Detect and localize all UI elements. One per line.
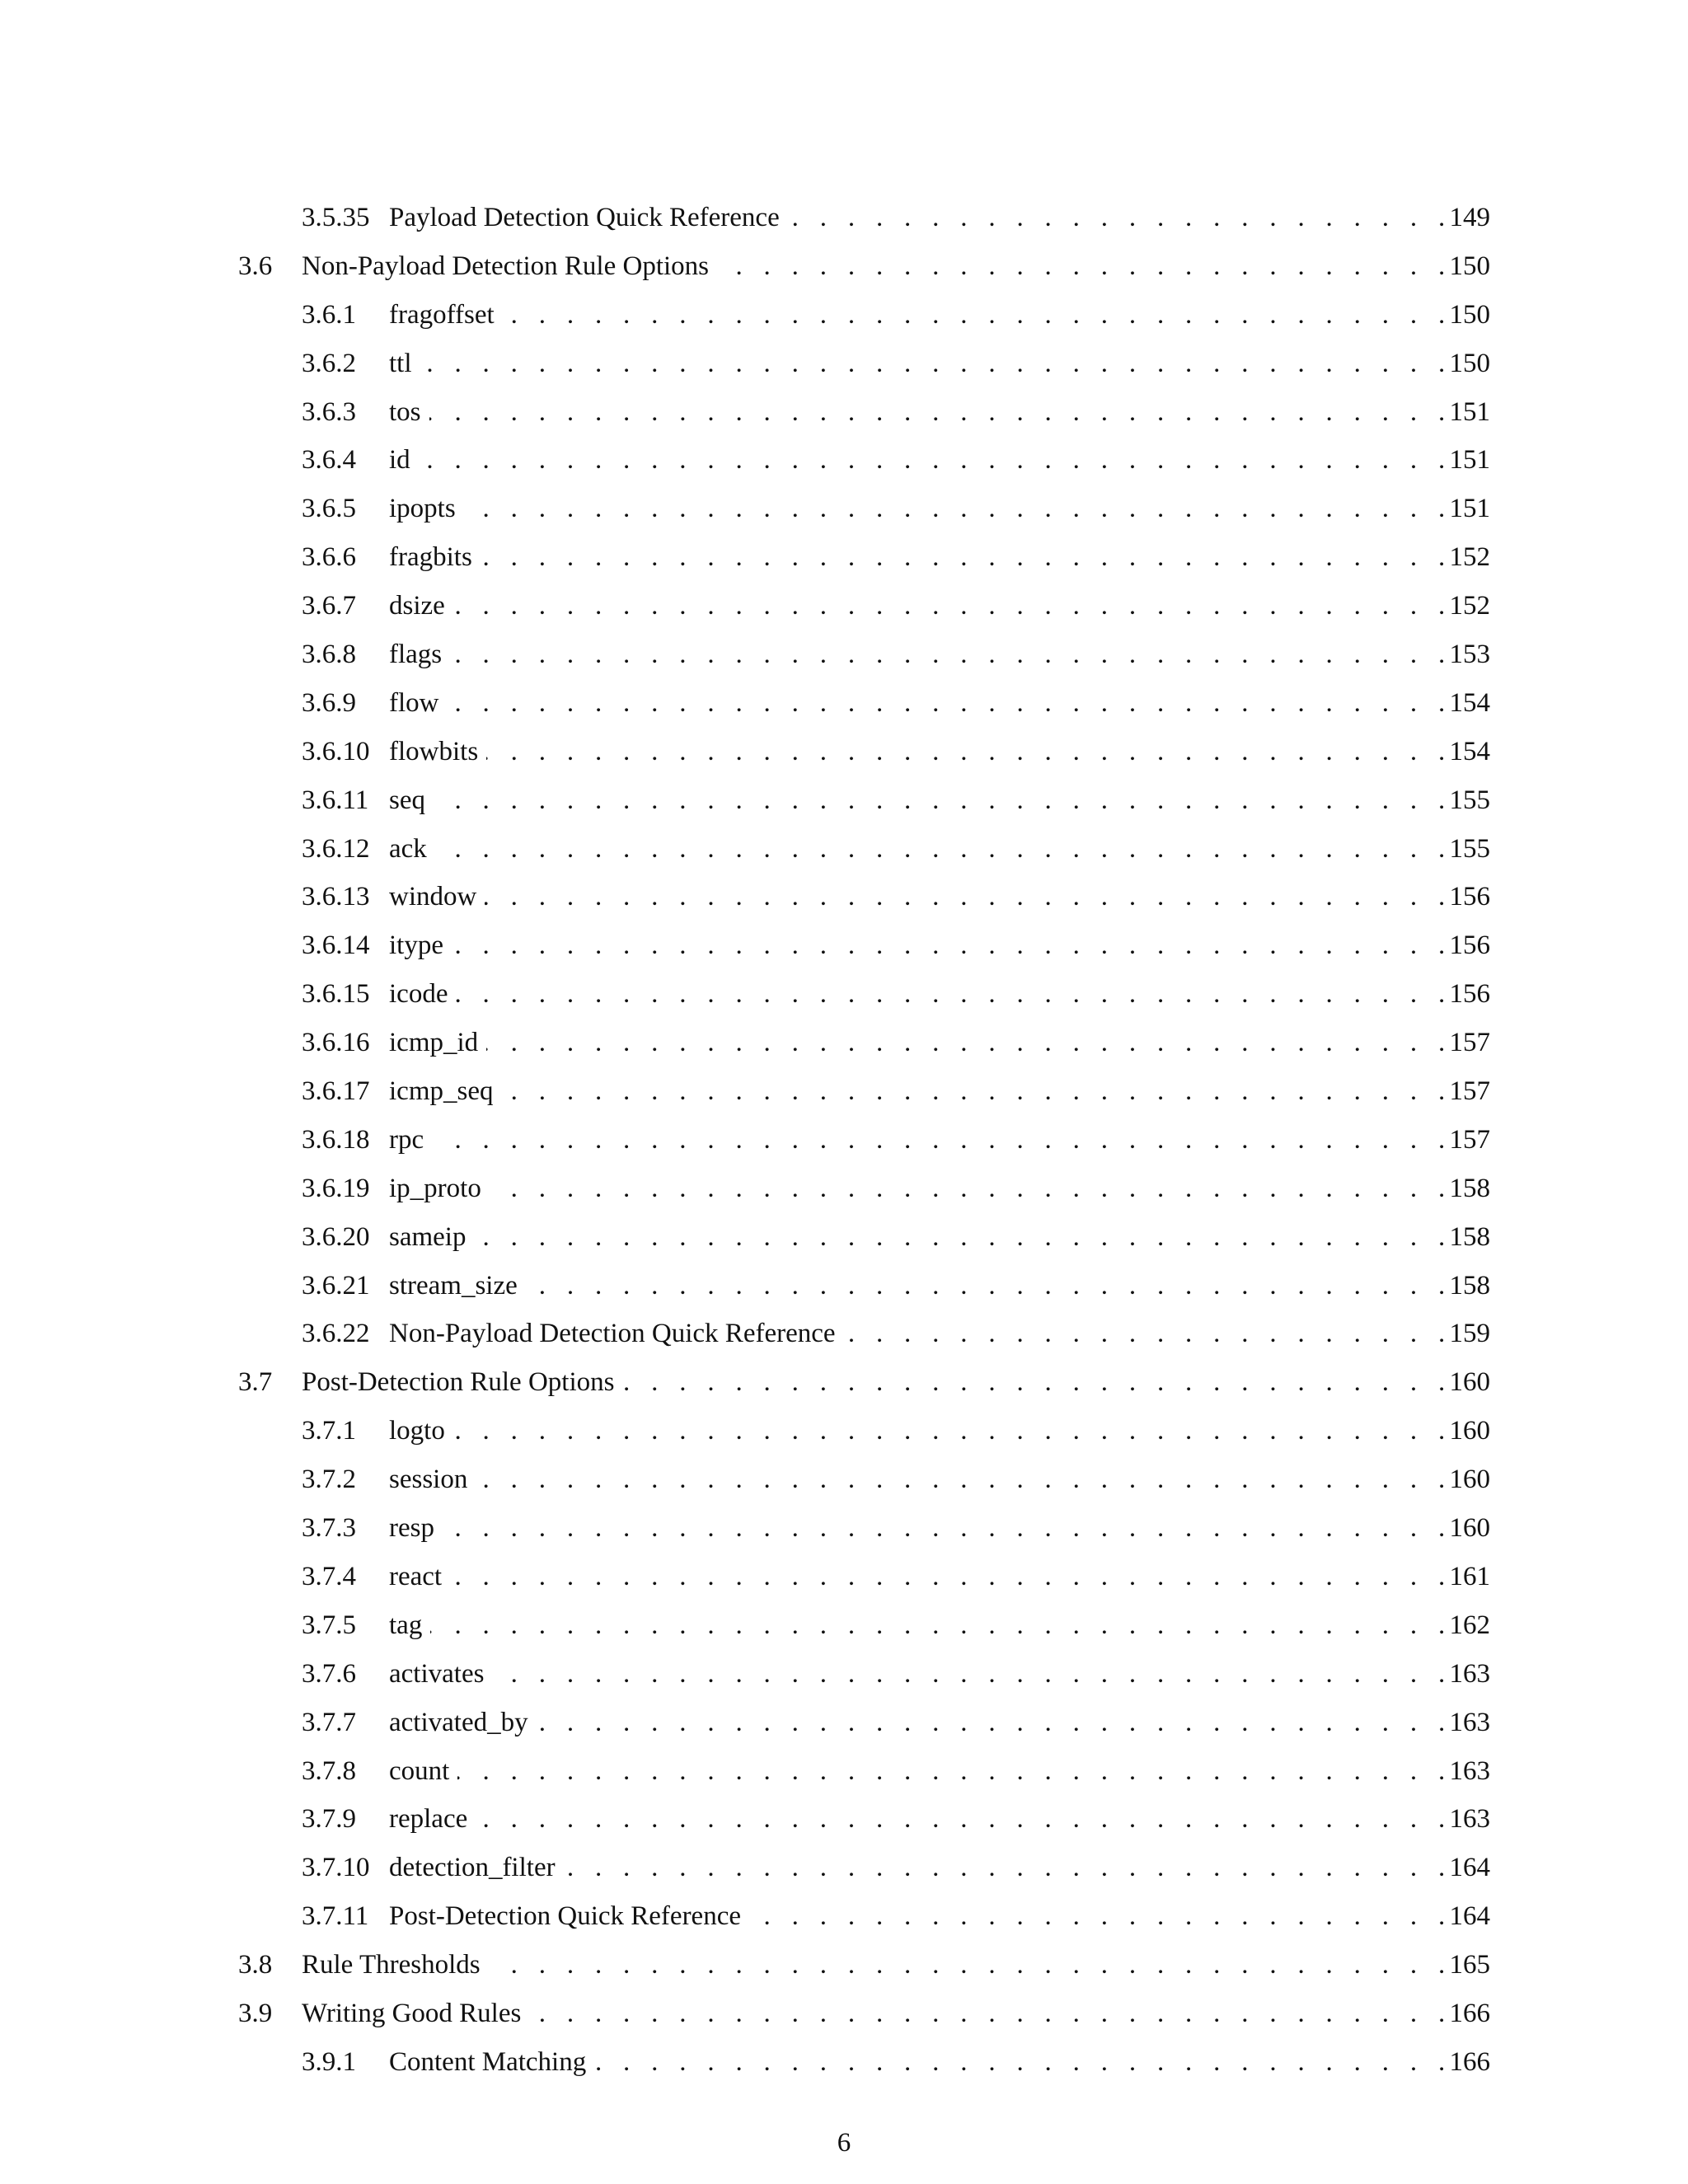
toc-entry-page[interactable]: 161 (1449, 1561, 1490, 1591)
toc-entry[interactable] (0, 1214, 1688, 1263)
toc-entry-title[interactable]: itype (389, 922, 452, 968)
toc-entry-title[interactable]: Post-Detection Rule Options (302, 1359, 622, 1405)
toc-entry-page[interactable]: 157 (1449, 1028, 1490, 1058)
toc-entry-page[interactable]: 149 (1449, 203, 1490, 232)
toc-entry-title[interactable]: activated_by (389, 1699, 537, 1746)
toc-entry-number: 3.9.1 (302, 2046, 356, 2077)
toc-entry-title[interactable]: fragbits (389, 534, 481, 580)
toc-dot-leader (389, 837, 1452, 870)
toc-entry-title[interactable]: Content Matching (389, 2039, 594, 2085)
toc-entry[interactable] (0, 826, 1688, 874)
toc-entry-page[interactable]: 160 (1449, 1465, 1490, 1495)
toc-entry-title[interactable]: react (389, 1554, 450, 1600)
toc-entry[interactable] (0, 922, 1688, 971)
toc-entry-page[interactable]: 155 (1449, 833, 1490, 864)
toc-entry[interactable] (0, 243, 1688, 292)
toc-entry-number: 3.7.6 (302, 1658, 356, 1689)
toc-entry-page[interactable]: 160 (1449, 1367, 1490, 1398)
toc-entry-title[interactable]: Rule Thresholds (302, 1942, 489, 1988)
toc-entry[interactable] (0, 534, 1688, 583)
toc-entry-page[interactable]: 150 (1449, 299, 1490, 330)
toc-entry-page[interactable]: 163 (1449, 1658, 1490, 1689)
toc-entry-number: 3.6.10 (302, 736, 370, 766)
toc-entry-title[interactable]: ttl (389, 340, 420, 387)
toc-dot-leader (389, 1807, 1452, 1840)
toc-entry-number: 3.7.9 (302, 1804, 356, 1835)
toc-entry-title[interactable]: Writing Good Rules (302, 1990, 529, 2036)
toc-entry[interactable] (0, 1893, 1688, 1942)
toc-entry-page[interactable]: 153 (1449, 640, 1490, 670)
toc-entry-title[interactable]: flowbits (389, 729, 486, 775)
toc-entry-number: 3.7.4 (302, 1561, 356, 1591)
toc-dot-leader (389, 1031, 1452, 1064)
toc-entry-number: 3.6.13 (302, 882, 370, 912)
toc-entry-page[interactable]: 158 (1449, 1270, 1490, 1301)
toc-entry-number: 3.6.14 (302, 930, 370, 961)
toc-entry-number: 3.6.3 (302, 396, 356, 427)
toc-entry[interactable] (0, 729, 1688, 777)
toc-entry-title[interactable]: ack (389, 826, 435, 872)
toc-entry-number: 3.6.22 (302, 1319, 370, 1349)
toc-entry-title[interactable]: rpc (389, 1117, 432, 1163)
toc-entry-title[interactable]: fragoffset (389, 292, 503, 338)
toc-entry-number: 3.7.7 (302, 1707, 356, 1737)
page-number: 6 (837, 2128, 851, 2158)
toc-entry-number: 3.6.6 (302, 542, 356, 573)
toc-entry-number: 3.7 (238, 1367, 273, 1398)
toc-entry-title[interactable]: seq (389, 777, 434, 823)
toc-entry-title[interactable]: stream_size (389, 1263, 526, 1309)
toc-entry-page[interactable]: 152 (1449, 542, 1490, 573)
toc-entry[interactable] (0, 1408, 1688, 1456)
toc-entry-title[interactable]: Post-Detection Quick Reference (389, 1893, 749, 1939)
toc-entry-title[interactable]: id (389, 437, 419, 483)
toc-entry-page[interactable]: 165 (1449, 1950, 1490, 1980)
toc-entry-page[interactable]: 160 (1449, 1513, 1490, 1544)
toc-entry[interactable] (0, 1554, 1688, 1602)
toc-entry[interactable] (0, 389, 1688, 438)
toc-dot-leader (389, 934, 1452, 967)
toc-entry-title[interactable]: icode (389, 971, 456, 1017)
toc-dot-leader (389, 1419, 1452, 1452)
toc-entry[interactable] (0, 1844, 1688, 1893)
toc-entry-page[interactable]: 155 (1449, 785, 1490, 815)
toc-entry-number: 3.7.3 (302, 1513, 356, 1544)
toc-entry-number: 3.6.17 (302, 1076, 370, 1107)
toc-entry-title[interactable]: icmp_seq (389, 1068, 501, 1114)
toc-entry[interactable] (0, 631, 1688, 680)
toc-entry-page[interactable]: 159 (1449, 1319, 1490, 1349)
toc-entry-title[interactable]: dsize (389, 583, 453, 629)
toc-entry-number: 3.6.8 (302, 640, 356, 670)
toc-entry-title[interactable]: Non-Payload Detection Rule Options (302, 243, 717, 289)
toc-entry-number: 3.6.9 (302, 687, 356, 718)
toc-entry[interactable] (0, 1117, 1688, 1165)
toc-entry-number: 3.6.2 (302, 348, 356, 378)
toc-entry-title[interactable]: ipopts (389, 485, 464, 532)
toc-entry-number: 3.6.16 (302, 1028, 370, 1058)
toc-entry-page[interactable]: 166 (1449, 1998, 1490, 2028)
toc-entry[interactable] (0, 1068, 1688, 1117)
toc-entry-title[interactable]: count (389, 1748, 457, 1794)
toc-dot-leader (389, 1177, 1452, 1210)
toc-dot-leader (389, 740, 1452, 773)
toc-entry-title[interactable]: detection_filter (389, 1844, 564, 1891)
toc-dot-leader (389, 1760, 1452, 1793)
toc-entry-title[interactable]: activates (389, 1651, 492, 1697)
toc-entry-number: 3.5.35 (302, 203, 370, 232)
toc-entry-number: 3.6.18 (302, 1124, 370, 1155)
toc-entry[interactable] (0, 1505, 1688, 1554)
toc-entry-number: 3.6.19 (302, 1173, 370, 1203)
toc-entry[interactable] (0, 292, 1688, 340)
toc-entry[interactable] (0, 1359, 1688, 1408)
toc-entry[interactable] (0, 1651, 1688, 1699)
toc-entry-title[interactable]: sameip (389, 1214, 474, 1260)
toc-entry-page[interactable]: 162 (1449, 1610, 1490, 1640)
toc-dot-leader (389, 1080, 1452, 1113)
toc-dot-leader (389, 1226, 1452, 1258)
toc-entry[interactable] (0, 583, 1688, 631)
toc-entry-title[interactable]: icmp_id (389, 1019, 486, 1066)
toc-entry-number: 3.6.20 (302, 1221, 370, 1252)
toc-dot-leader (389, 1711, 1452, 1744)
toc-dot-leader (389, 1468, 1452, 1501)
toc-dot-leader (389, 1516, 1452, 1549)
toc-dot-leader (389, 1274, 1452, 1307)
toc-dot-leader (389, 1614, 1452, 1647)
toc-dot-leader (389, 789, 1452, 822)
toc-entry-page[interactable]: 166 (1449, 2046, 1490, 2077)
toc-dot-leader (389, 401, 1452, 434)
toc-entry-page[interactable]: 164 (1449, 1901, 1490, 1932)
toc-entry-page[interactable]: 158 (1449, 1173, 1490, 1203)
toc-entry-page[interactable]: 163 (1449, 1755, 1490, 1786)
toc-entry-number: 3.6.7 (302, 591, 356, 621)
toc-entry-number: 3.7.2 (302, 1465, 356, 1495)
toc-entry-title[interactable]: Payload Detection Quick Reference (389, 194, 788, 241)
table-of-contents (0, 194, 1688, 2088)
toc-entry-title[interactable]: ip_proto (389, 1165, 490, 1212)
toc-entry[interactable] (0, 1942, 1688, 1990)
toc-dot-leader (389, 691, 1452, 724)
toc-entry-page[interactable]: 151 (1449, 445, 1490, 476)
toc-entry-page[interactable]: 157 (1449, 1076, 1490, 1107)
toc-dot-leader (389, 982, 1452, 1015)
toc-entry-number: 3.6.21 (302, 1270, 370, 1301)
toc-entry-number: 3.8 (238, 1950, 273, 1980)
toc-entry-title[interactable]: tos (389, 389, 429, 435)
toc-dot-leader (389, 594, 1452, 627)
toc-entry-page[interactable]: 163 (1449, 1707, 1490, 1737)
toc-entry[interactable] (0, 485, 1688, 534)
toc-entry-title[interactable]: tag (389, 1602, 430, 1648)
toc-entry-page[interactable]: 158 (1449, 1221, 1490, 1252)
toc-entry-title[interactable]: logto (389, 1408, 453, 1454)
toc-entry-number: 3.6.12 (302, 833, 370, 864)
toc-dot-leader (389, 352, 1452, 385)
toc-entry-page[interactable]: 150 (1449, 348, 1490, 378)
toc-entry-page[interactable]: 160 (1449, 1416, 1490, 1446)
toc-entry[interactable] (0, 1699, 1688, 1748)
toc-entry-title[interactable]: session (389, 1456, 476, 1502)
toc-dot-leader (389, 1128, 1452, 1161)
toc-entry-title[interactable]: flow (389, 680, 448, 726)
toc-entry[interactable] (0, 874, 1688, 922)
toc-entry[interactable] (0, 1748, 1688, 1797)
toc-entry-title[interactable]: replace (389, 1796, 476, 1842)
toc-entry[interactable] (0, 971, 1688, 1019)
toc-entry-title[interactable]: flags (389, 631, 450, 677)
toc-entry-number: 3.6.15 (302, 979, 370, 1010)
toc-entry-page[interactable]: 157 (1449, 1124, 1490, 1155)
toc-entry-number: 3.6.11 (302, 785, 369, 815)
toc-dot-leader (389, 448, 1452, 481)
toc-entry-number: 3.6 (238, 251, 273, 281)
toc-entry[interactable] (0, 1019, 1688, 1068)
toc-entry-page[interactable]: 156 (1449, 882, 1490, 912)
toc-entry[interactable] (0, 1165, 1688, 1214)
toc-entry-number: 3.7.8 (302, 1755, 356, 1786)
toc-dot-leader (389, 546, 1452, 579)
toc-entry[interactable] (0, 777, 1688, 826)
toc-entry-page[interactable]: 154 (1449, 687, 1490, 718)
toc-entry-number: 3.6.5 (302, 494, 356, 524)
toc-entry-number: 3.6.1 (302, 299, 356, 330)
toc-entry[interactable] (0, 1990, 1688, 2039)
toc-entry-number: 3.7.11 (302, 1901, 369, 1932)
toc-dot-leader (389, 497, 1452, 530)
toc-entry[interactable] (0, 194, 1688, 243)
toc-entry[interactable] (0, 1456, 1688, 1505)
toc-dot-leader (389, 303, 1452, 336)
toc-dot-leader (389, 1662, 1452, 1695)
toc-entry[interactable] (0, 680, 1688, 729)
toc-entry-title[interactable]: resp (389, 1505, 443, 1551)
toc-entry-page[interactable]: 151 (1449, 396, 1490, 427)
toc-entry-number: 3.6.4 (302, 445, 356, 476)
toc-dot-leader (389, 1565, 1452, 1598)
toc-entry-page[interactable]: 156 (1449, 979, 1490, 1010)
toc-entry[interactable] (0, 340, 1688, 389)
toc-entry-page[interactable]: 152 (1449, 591, 1490, 621)
toc-entry-page[interactable]: 150 (1449, 251, 1490, 281)
toc-entry-number: 3.9 (238, 1998, 273, 2028)
toc-entry-page[interactable]: 163 (1449, 1804, 1490, 1835)
toc-entry[interactable] (0, 437, 1688, 485)
toc-entry[interactable] (0, 2039, 1688, 2088)
toc-entry-page[interactable]: 156 (1449, 930, 1490, 961)
toc-dot-leader (389, 643, 1452, 676)
toc-entry-page[interactable]: 154 (1449, 736, 1490, 766)
toc-entry[interactable] (0, 1263, 1688, 1311)
toc-entry[interactable] (0, 1602, 1688, 1651)
toc-entry[interactable] (0, 1796, 1688, 1844)
toc-entry-title[interactable]: Non-Payload Detection Quick Reference (389, 1310, 844, 1357)
toc-entry-title[interactable]: window (389, 874, 485, 920)
toc-entry-number: 3.7.5 (302, 1610, 356, 1640)
toc-entry[interactable] (0, 1310, 1688, 1359)
toc-entry-number: 3.7.1 (302, 1416, 356, 1446)
toc-entry-page[interactable]: 164 (1449, 1853, 1490, 1883)
toc-entry-page[interactable]: 151 (1449, 494, 1490, 524)
toc-entry-number: 3.7.10 (302, 1853, 370, 1883)
toc-dot-leader (389, 885, 1452, 918)
